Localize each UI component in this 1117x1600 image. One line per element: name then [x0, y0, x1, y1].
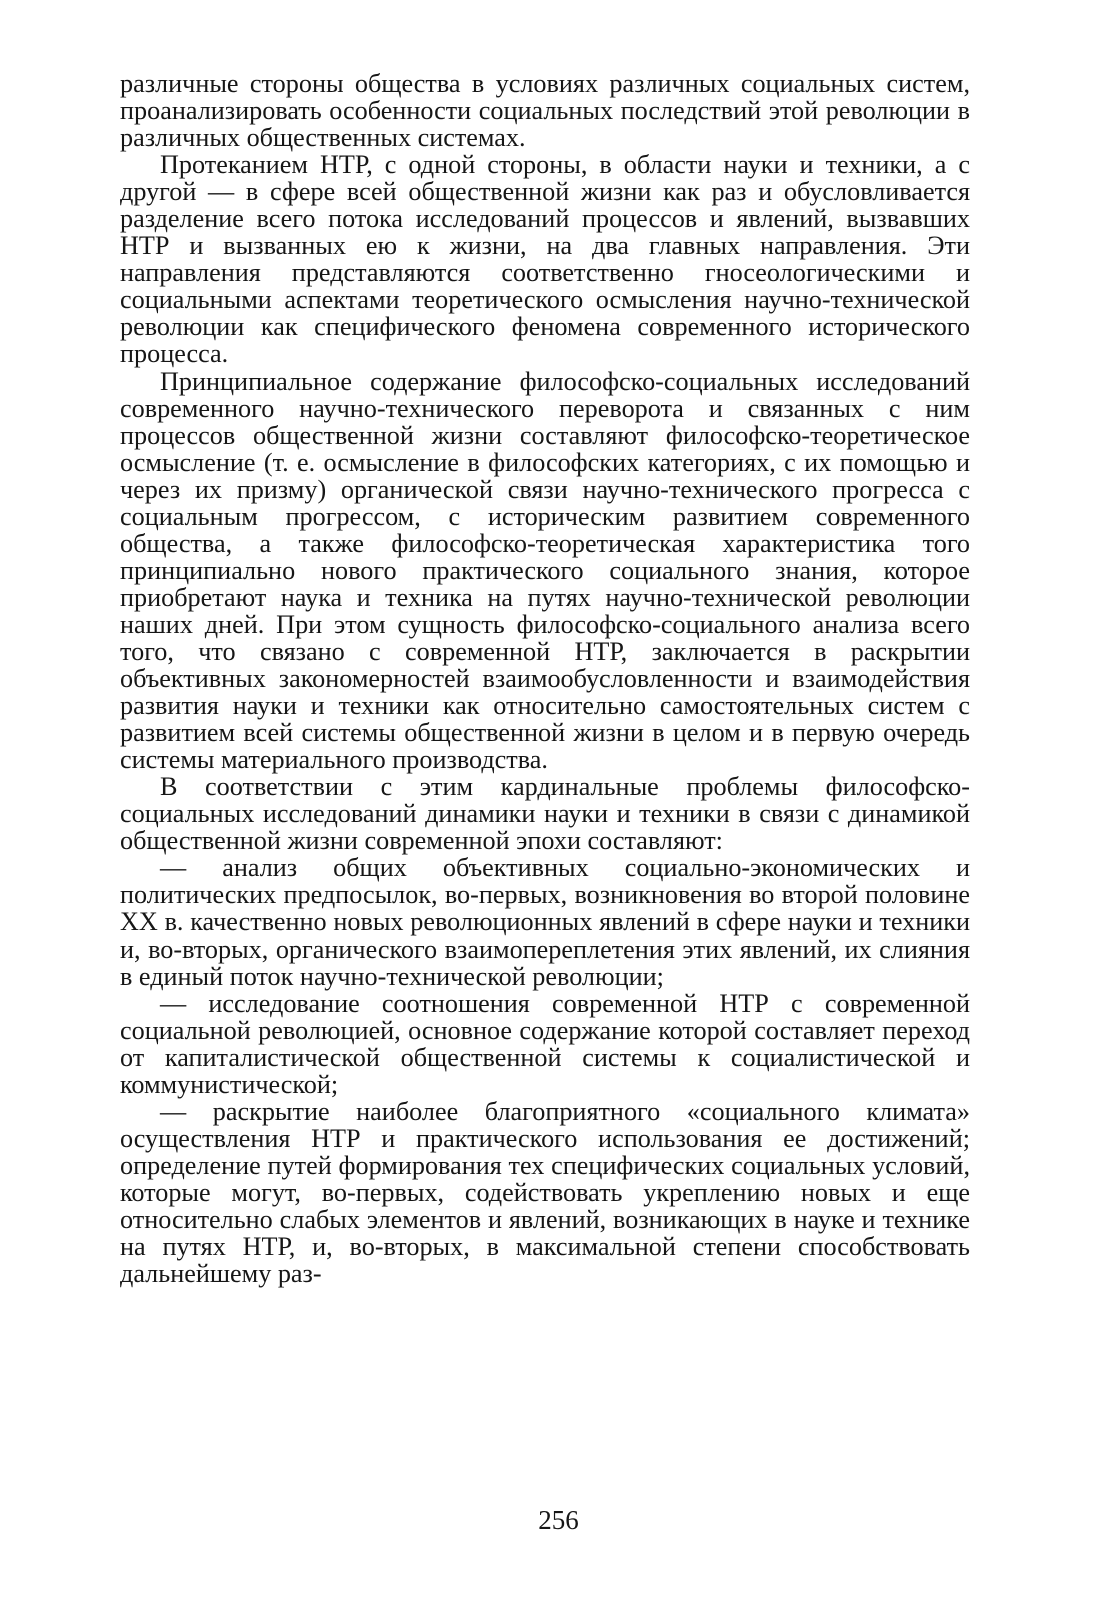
list-item-research: — исследование соотношения современной НТР с современной социальной революцией, основное содержание которой составляет переход от капиталистической общественной системы к социалистической и коммунистической; [120, 988, 970, 1099]
paragraph-4: В соответствии с этим кардинальные проблемы философско-социальных исследований динамики науки и техники в связи с динамикой общественной жизни современной эпохи составляют: [120, 772, 970, 856]
paragraph-2: Протеканием НТР, с одной стороны, в области науки и техники, а с другой — в сфере всей общественной жизни как раз и обусловливается разделение всего потока исследований процессов и явлений, вызвавших НТР и вызванных ею к жизни, на два главных направления. Эти направления представляются соответственно гносеологическими и социальными аспектами теоретического осмысления научно-технической революции как специфического феномена современного исторического процесса. [120, 150, 970, 369]
page-number: 256 [538, 1505, 579, 1535]
page-text-block [120, 70, 970, 1287]
paragraph-3: Принципиальное содержание философско-социальных исследований современного научно-технического переворота и связанных с ним процессов общественной жизни составляют философско-теоретическое осмысление (т. е. осмысление в философских категориях, с их помощью и через их призму) органической связи научно-технического прогресса с социальным прогрессом, с историческим развитием современного общества, а также философско-теоретическая характеристика того принципиально нового практического социального знания, которое приобретают наука и техника на путях научно-технической революции наших дней. При этом сущность философско-социального анализа всего того, что связано с современной НТР, заключается в раскрытии объективных закономерностей взаимообусловленности и взаимодействия развития науки и техники как относительно самостоятельных систем с развитием всей системы общественной жизни в целом и в первую очередь системы материального производства. [120, 366, 970, 775]
list-item-analysis: — анализ общих объективных социально-экономических и политических предпосылок, во-первых, возникновения во второй половине XX в. качественно новых революционных явлений в сфере науки и техники и, во-вторых, органического взаимопереплетения этих явлений, их слияния в единый поток научно-технической революции; [120, 853, 970, 991]
list-item-disclosure: — раскрытие наиболее благоприятного «социального климата» осуществления НТР и практического использования ее достижений; определение путей формирования тех специфических социальных условий, которые могут, во-первых, содействовать укреплению новых и еще относительно слабых элементов и явлений, возникающих в науке и технике на путях НТР, и, во-вторых, в максимальной степени способствовать дальнейшему раз- [120, 1096, 970, 1289]
paragraph-1: различные стороны общества в условиях различных социальных систем, проанализировать особенности социальных последствий этой революции в различных общественных системах. [120, 69, 970, 153]
